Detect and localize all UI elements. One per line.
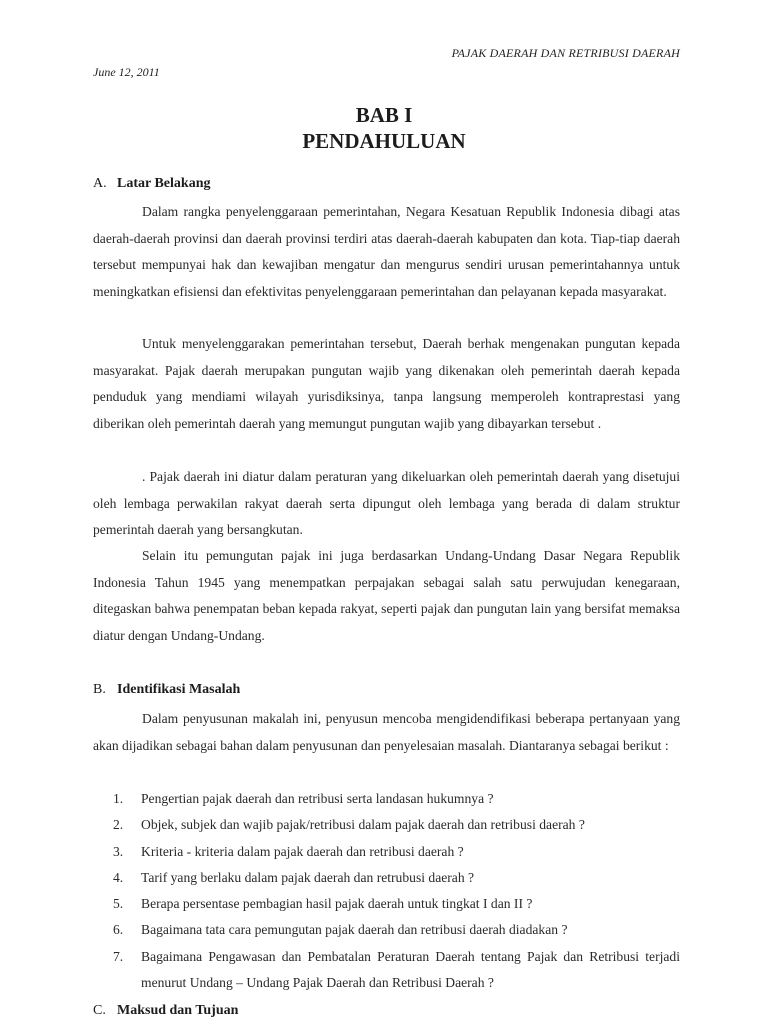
list-item-text: Bagaimana Pengawasan dan Pembatalan Peraturan Daerah tentang Pajak dan Retribusi terjadi menurut Undang – Undang Pajak Daerah dan Retribusi Daerah ? [141,948,680,991]
paragraph: . Pajak daerah ini diatur dalam peraturan yang dikeluarkan oleh pemerintah daerah yang disetujui oleh lembaga perwakilan rakyat daerah serta dipungut oleh lembaga yang berada di dalam struktur pemerintah daerah yang bersangkutan. [93,469,680,537]
list-item-text: Pengertian pajak daerah dan retribusi serta landasan hukumnya ? [141,791,494,806]
section-a-letter: A. [93,176,107,191]
document-date: June 12, 2011 [93,65,160,79]
paragraph: Dalam rangka penyelenggaraan pemerintahan, Negara Kesatuan Republik Indonesia dibagi atas daerah-daerah provinsi dan daerah provinsi terdiri atas daerah-daerah kabupaten dan kota. Tiap-tiap daerah tersebut mempunyai hak dan kewajiban mengatur dan mengurus sendiri urusan pemerintahannya untuk meningkatkan efisiensi dan efektivitas penyelenggaraan pemerintahan dan pelayanan kepada masyarakat. [93,204,680,299]
list-item [93,891,680,917]
list-item-number: 6. [113,922,124,938]
section-b-heading [93,682,240,698]
chapter-number: BAB I [355,103,413,127]
list-item [93,786,680,812]
question-list [93,786,680,996]
list-item-number: 7. [113,948,124,964]
paragraph: Selain itu pemungutan pajak ini juga berdasarkan Undang-Undang Dasar Negara Republik Indonesia Tahun 1945 yang menempatkan perpajakan sebagai salah satu perwujudan kenegaraan, ditegaskan bahwa penempatan beban kepada rakyat, seperti pajak dan pungutan lain yang bersifat memaksa diatur dengan Undang-Undang. [93,548,680,643]
list-item-text: Bagaimana tata cara pemungutan pajak daerah dan retribusi daerah diadakan ? [141,922,568,938]
section-b-letter: B. [93,682,106,697]
section-c-heading [93,1003,238,1019]
list-item-text: Tarif yang berlaku dalam pajak daerah dan retrubusi daerah ? [141,869,475,885]
list-item-text: Kriteria - kriteria dalam pajak daerah dan retribusi daerah ? [141,843,464,859]
list-item [93,917,680,943]
list-item [93,865,680,891]
list-item-number: 5. [113,896,124,912]
section-c-title: Maksud dan Tujuan [117,1003,239,1018]
list-item-number: 3. [113,843,124,859]
list-item-number: 4. [113,869,124,885]
running-header: PAJAK DAERAH DAN RETRIBUSI DAERAH [451,46,680,60]
section-c-letter: C. [93,1003,106,1018]
chapter-title: PENDAHULUAN [302,129,466,153]
list-item [93,812,680,838]
list-item-number: 2. [113,817,124,833]
section-b-intro: Dalam penyusunan makalah ini, penyusun mencoba mengidendifikasi beberapa pertanyaan yang akan dijadikan sebagai bahan dalam penyusunan dan penyelesaian masalah. Diantaranya sebagai berikut : [93,711,680,753]
section-a-title: Latar Belakang [117,176,211,191]
list-item-text: Objek, subjek dan wajib pajak/retribusi dalam pajak daerah dan retribusi daerah ? [141,817,585,833]
paragraph: Untuk menyelenggarakan pemerintahan tersebut, Daerah berhak mengenakan pungutan kepada masyarakat. Pajak daerah merupakan pungutan wajib yang dikenakan oleh pemerintah daerah kepada penduduk yang mendiami wilayah yurisdiksinya, tanpa langsung memperoleh kontraprestasi yang diberikan oleh pemerintah daerah yang memungut pungutan wajib yang dibayarkan tersebut . [93,336,680,431]
section-a-heading [93,176,210,192]
list-item-number: 1. [113,791,124,806]
list-item-text: Berapa persentase pembagian hasil pajak daerah untuk tingkat I dan II ? [141,896,533,912]
chapter-title-block [0,102,768,154]
section-b-title: Identifikasi Masalah [117,682,241,697]
list-item [93,839,680,865]
list-item [93,944,680,997]
